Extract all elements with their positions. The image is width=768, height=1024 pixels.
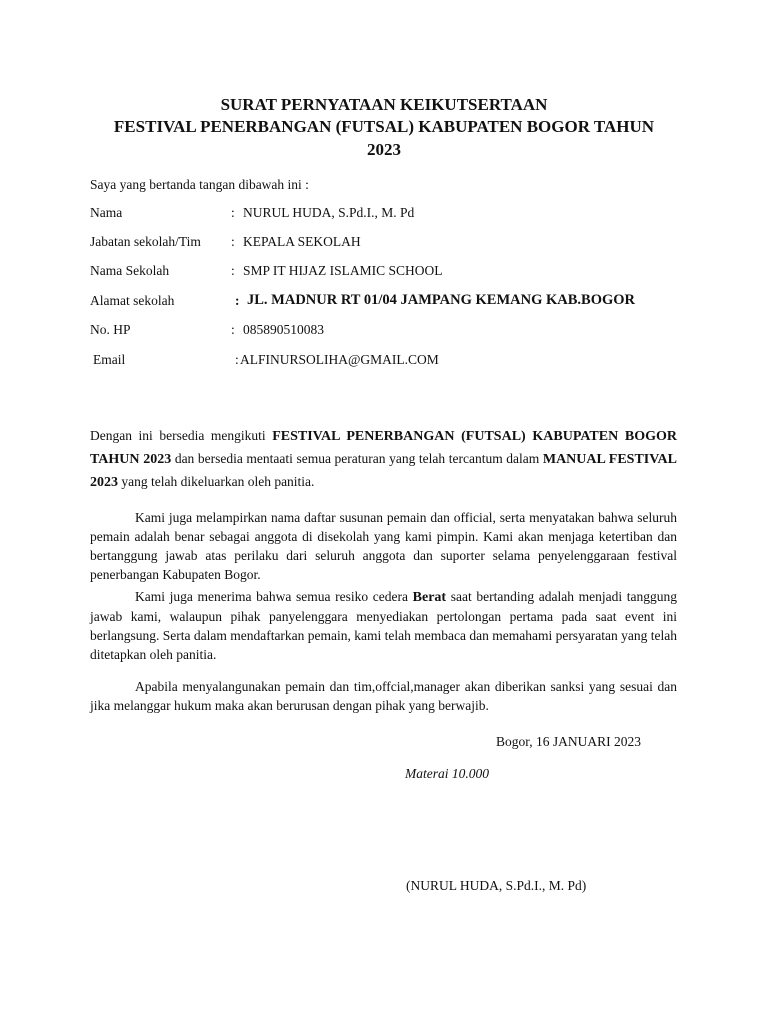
event-name: FESTIVAL PENERBANGAN (FUTSAL) KABUPATEN BOGOR TAHUN 2023 <box>90 429 677 467</box>
field-colon: : <box>231 322 235 337</box>
paragraph-text: Dengan ini bersedia mengikuti <box>90 428 273 443</box>
document-title: SURAT PERNYATAAN KEIKUTSERTAAN <box>220 95 548 114</box>
field-colon: : <box>235 293 240 308</box>
document-subtitle-year: 2023 <box>367 140 401 159</box>
paragraph-risk <box>90 587 677 664</box>
intro-text: Saya yang bertanda tangan dibawah ini : <box>90 177 309 192</box>
field-value-jabatan: KEPALA SEKOLAH <box>243 234 361 249</box>
paragraph-text: yang telah dikeluarkan oleh panitia. <box>118 474 315 489</box>
field-value-nama-sekolah: SMP IT HIJAZ ISLAMIC SCHOOL <box>243 263 443 278</box>
signatory-name: (NURUL HUDA, S.Pd.I., M. Pd) <box>406 878 587 893</box>
document-subtitle: FESTIVAL PENERBANGAN (FUTSAL) KABUPATEN BOGOR TAHUN <box>113 117 655 136</box>
paragraph-participants: Kami juga melampirkan nama daftar susunan pemain dan official, serta menyatakan bahwa seluruh pemain adalah benar sebagai anggota di disekolah yang kami pimpin. Kami akan menjaga ketertiban dan bertanggung jawab atas perilaku dari seluruh anggota dan suporter selama penyelenggaraan festival penerbangan Kabupaten Bogor. <box>90 510 677 582</box>
field-label-jabatan: Jabatan sekolah/Tim <box>90 234 201 249</box>
field-colon: : <box>231 234 235 249</box>
paragraph-text: dan bersedia mentaati semua peraturan yang telah tercantum dalam <box>171 451 543 466</box>
field-value-nama: NURUL HUDA, S.Pd.I., M. Pd <box>243 205 415 220</box>
paragraph-text: saat bertanding adalah menjadi tanggung jawab kami, walaupun pihak panyelenggara menyediakan pertolongan pertama pada saat event ini berlangsung. Serta dalam mendaftarkan pemain, kami telah membaca dan memahami persyaratan yang telah ditetapkan oleh panitia. <box>90 589 678 662</box>
field-label-nama-sekolah: Nama Sekolah <box>90 263 170 278</box>
materai-note: Materai 10.000 <box>405 766 489 781</box>
risk-emphasis: Berat <box>412 590 447 605</box>
field-label-nama: Nama <box>90 205 123 220</box>
field-colon: : <box>231 263 235 278</box>
field-colon: : <box>231 205 235 220</box>
field-label-hp: No. HP <box>90 322 131 337</box>
field-value-hp: 085890510083 <box>243 322 324 337</box>
field-value-email: ALFINURSOLIHA@GMAIL.COM <box>240 352 439 367</box>
field-label-email: Email <box>93 352 126 367</box>
paragraph-sanction: Apabila menyalangunakan pemain dan tim,offcial,manager akan diberikan sanksi yang sesuai dan jika melanggar hukum maka akan berurusan dengan pihak yang berwajib. <box>90 679 677 713</box>
paragraph-text: Kami juga menerima bahwa semua resiko cedera <box>135 589 413 604</box>
paragraph-commitment <box>90 425 677 494</box>
place-date: Bogor, 16 JANUARI 2023 <box>496 734 641 749</box>
field-value-alamat: JL. MADNUR RT 01/04 JAMPANG KEMANG KAB.BOGOR <box>247 292 636 308</box>
field-label-alamat: Alamat sekolah <box>90 293 175 308</box>
field-colon: : <box>235 352 239 367</box>
manual-name: MANUAL FESTIVAL 2023 <box>90 452 677 490</box>
